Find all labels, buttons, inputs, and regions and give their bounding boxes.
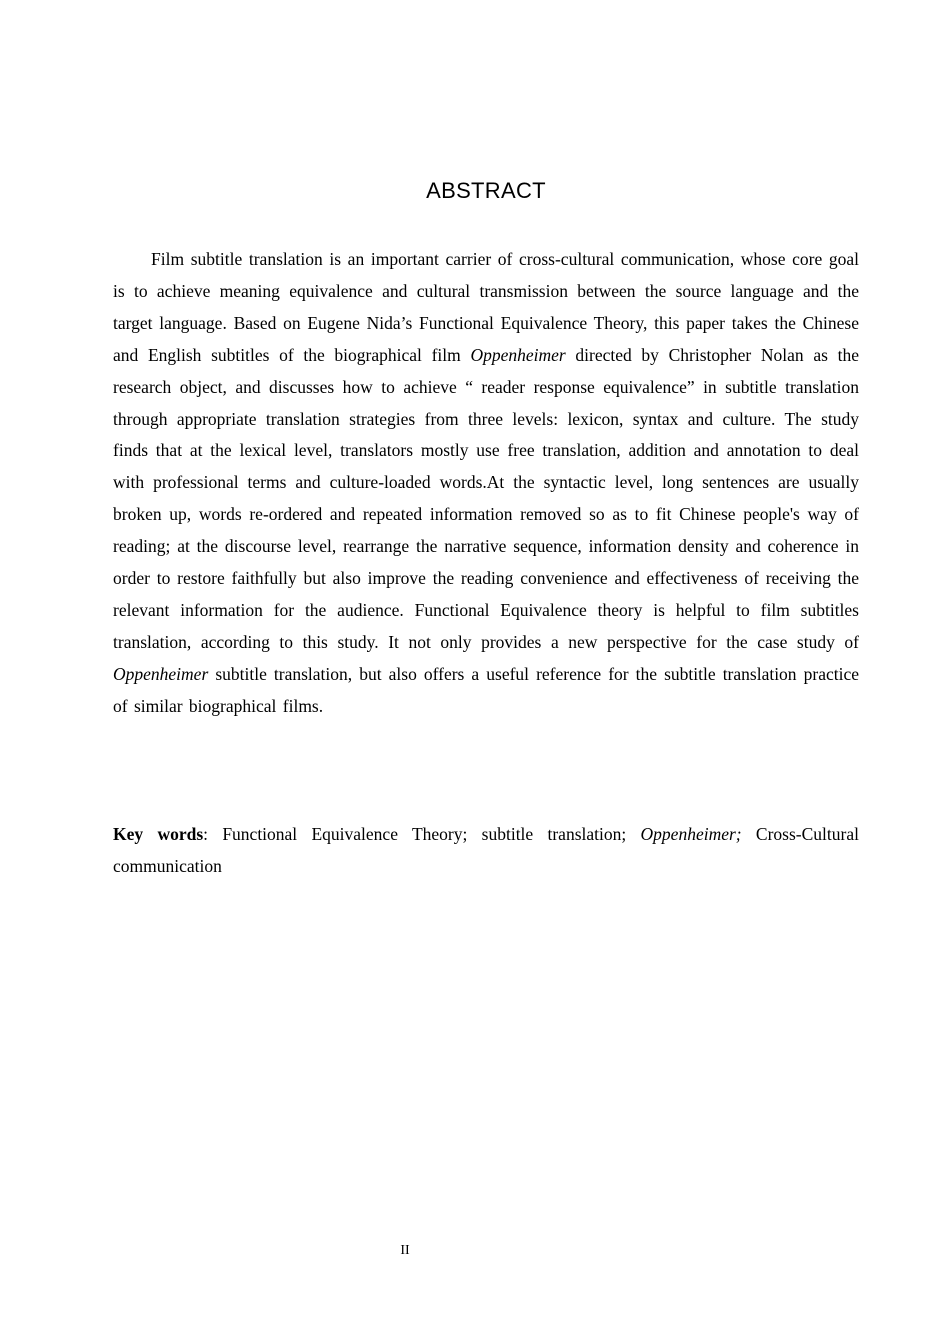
keywords-part-2: Cross-Cultural communication: [113, 824, 859, 876]
film-title-oppenheimer: Oppenheimer: [113, 663, 209, 684]
keywords-label: Key words: [113, 824, 204, 844]
abstract-paragraph: [113, 244, 859, 723]
abstract-title: ABSTRACT: [426, 178, 546, 203]
keywords-line: [113, 819, 859, 883]
keywords-separator: :: [203, 824, 223, 844]
film-title-oppenheimer: Oppenheimer: [470, 344, 566, 365]
abstract-text-part-3: subtitle translation, but also offers a useful reference for the subtitle translation practice of similar biographical films.: [113, 663, 859, 716]
abstract-text-part-1: Film subtitle translation is an important carrier of cross-cultural communication, whose core goal is to achieve meaning equivalence and cultural transmission between the source language and the target language. Based on Eugene Nida’s Functional Equivalence Theory, this paper takes the Chinese and English subtitles of the biographical film: [113, 249, 859, 365]
abstract-text-part-2: directed by Christopher Nolan as the research object, and discusses how to achieve “ reader response equivalence” in subtitle translation through appropriate translation strategies from three levels: lexicon, syntax and culture. The study finds that at the lexical level, translators mostly use free translation, addition and annotation to deal with professional terms and culture-loaded words.At the syntactic level, long sentences are usually broken up, words re-ordered and repeated information removed so as to fit Chinese people's way of reading; at the discourse level, rearrange the narrative sequence, information density and coherence in order to restore faithfully but also improve the reading convenience and effectiveness of receiving the relevant information for the audience. Functional Equivalence theory is helpful to film subtitles translation, according to this study. It not only provides a new perspective for the case study of: [113, 344, 859, 652]
keywords-film-title: Oppenheimer;: [640, 824, 742, 844]
keywords-part-1: Functional Equivalence Theory; subtitle translation;: [222, 824, 641, 844]
page-number: II: [400, 1243, 410, 1258]
